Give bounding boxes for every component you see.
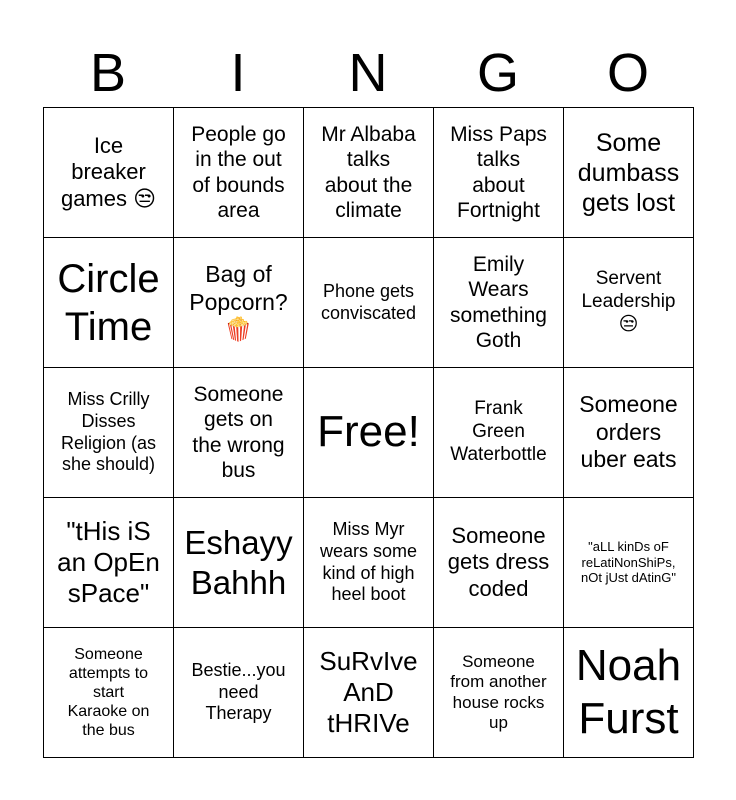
cell-text: Some dumbass gets lost	[577, 128, 680, 217]
cell-text: Miss Paps talks about Fortnight	[450, 123, 547, 222]
bingo-cell[interactable]	[44, 368, 174, 498]
header-letter-b: B	[89, 43, 127, 103]
cell-text: Someone orders uber eats	[579, 391, 678, 473]
bingo-header	[43, 40, 693, 106]
cell-text: Miss Myr wears some kind of high heel boot	[319, 519, 418, 605]
cell-text: Free!	[317, 407, 420, 457]
bingo-cell[interactable]	[564, 498, 694, 628]
bingo-cell[interactable]	[174, 238, 304, 368]
cell-text: Bestie...you need Therapy	[191, 660, 286, 724]
cell-text: Servent Leadership 😒	[581, 268, 676, 335]
bingo-cell[interactable]	[434, 498, 564, 628]
cell-text: Someone gets on the wrong bus	[192, 383, 285, 482]
cell-text: Noah Furst	[575, 640, 682, 743]
bingo-cell[interactable]	[304, 238, 434, 368]
bingo-cell[interactable]	[564, 108, 694, 238]
cell-text: Eshayy Bahhh	[184, 523, 293, 601]
bingo-cell[interactable]	[304, 108, 434, 238]
bingo-cell[interactable]	[564, 628, 694, 758]
bingo-cell[interactable]	[174, 628, 304, 758]
bingo-cell[interactable]	[174, 108, 304, 238]
bingo-cell[interactable]	[434, 628, 564, 758]
cell-text: Someone attempts to start Karaoke on the bus	[67, 645, 150, 740]
cell-text: SuRvIve AnD tHRIVe	[319, 645, 418, 739]
cell-text: Miss Crilly Disses Religion (as she should)	[60, 389, 157, 475]
bingo-cell[interactable]	[304, 628, 434, 758]
cell-text: Bag of Popcorn? 🍿	[189, 261, 288, 343]
cell-text: Ice breaker games 😒	[60, 132, 157, 211]
cell-text: People go in the out of bounds area	[191, 123, 286, 222]
bingo-cell[interactable]	[174, 498, 304, 628]
bingo-cell[interactable]	[44, 238, 174, 368]
bingo-cell[interactable]	[174, 368, 304, 498]
cell-text: Someone from another house rocks up	[450, 651, 547, 732]
cell-text: Someone gets dress coded	[447, 522, 550, 601]
bingo-cell[interactable]	[304, 498, 434, 628]
bingo-grid	[43, 107, 694, 758]
free-space-cell[interactable]	[304, 368, 434, 498]
bingo-cell[interactable]	[44, 628, 174, 758]
header-letter-g: G	[476, 43, 519, 103]
cell-text: "aLL kinDs oF reLatiNonShiPs, nOt jUst dAtinG"	[581, 539, 676, 586]
bingo-cell[interactable]	[564, 368, 694, 498]
cell-text: Frank Green Waterbottle	[450, 398, 547, 465]
bingo-cell[interactable]	[44, 108, 174, 238]
cell-text: Phone gets conviscated	[320, 280, 417, 323]
bingo-cell[interactable]	[564, 238, 694, 368]
bingo-cell[interactable]	[434, 238, 564, 368]
header-letter-n: N	[348, 43, 388, 103]
header-letter-i: I	[230, 43, 246, 103]
cell-text: "tHis iS an OpEn sPace"	[57, 515, 160, 609]
cell-text: Emily Wears something Goth	[450, 253, 547, 352]
bingo-cell[interactable]	[44, 498, 174, 628]
cell-text: Mr Albaba talks about the climate	[321, 123, 416, 222]
bingo-cell[interactable]	[434, 108, 564, 238]
header-letter-o: O	[606, 43, 649, 103]
bingo-cell[interactable]	[434, 368, 564, 498]
cell-text: Circle Time	[57, 256, 160, 349]
